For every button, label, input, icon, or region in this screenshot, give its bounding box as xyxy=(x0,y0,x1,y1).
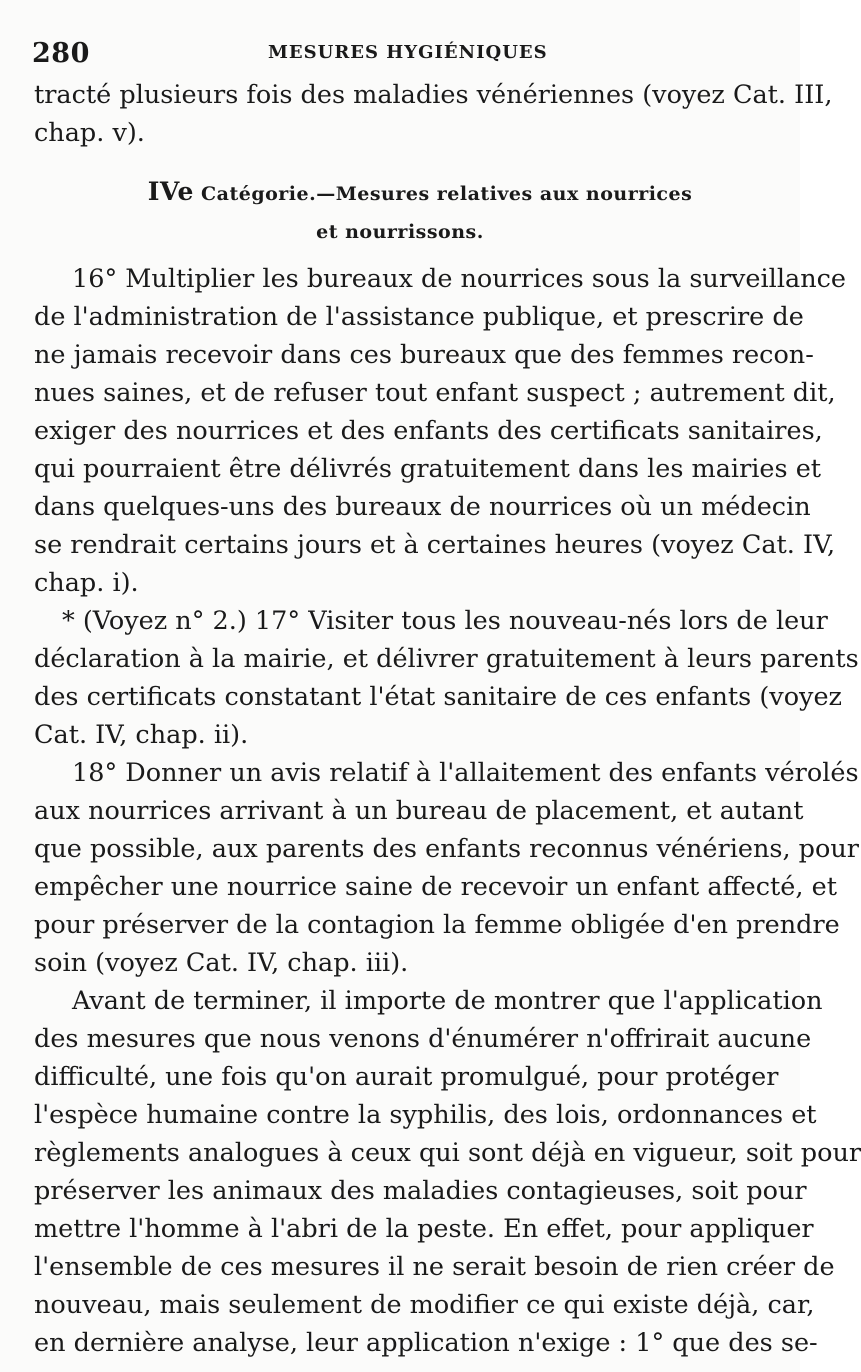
text-line: empêcher une nourrice saine de recevoir un enfant affecté, et xyxy=(34,872,837,902)
text-line: 16° Multiplier les bureaux de nourrices sous la surveillance xyxy=(72,264,846,294)
text-line: nouveau, mais seulement de modifier ce qui existe déjà, car, xyxy=(34,1290,815,1320)
text-line: aux nourrices arrivant à un bureau de placement, et autant xyxy=(34,796,804,826)
text-line: dans quelques-uns des bureaux de nourrices où un médecin xyxy=(34,492,811,522)
text-line: difficulté, une fois qu'on aurait promulgué, pour protéger xyxy=(34,1062,779,1092)
text-line: des certificats constatant l'état sanitaire de ces enfants (voyez xyxy=(34,682,842,712)
text-line: règlements analogues à ceux qui sont déjà en vigueur, soit pour xyxy=(34,1138,861,1168)
text-line: soin (voyez Cat. IV, chap. iii). xyxy=(34,948,409,978)
heading-title-line1: Mesures relatives aux nourrices xyxy=(335,183,693,205)
text-line: mettre l'homme à l'abri de la peste. En effet, pour appliquer xyxy=(34,1214,814,1244)
text-line: ne jamais recevoir dans ces bureaux que des femmes recon- xyxy=(34,340,814,370)
text-line: en dernière analyse, leur application n'exige : 1° que des se- xyxy=(34,1328,818,1358)
text-line: 18° Donner un avis relatif à l'allaitement des enfants vérolés xyxy=(72,758,859,788)
section-heading xyxy=(34,172,766,212)
running-title: MESURES HYGIÉNIQUES xyxy=(268,42,548,63)
text-line: qui pourraient être délivrés gratuitement dans les mairies et xyxy=(34,454,822,484)
section-heading-continued: et nourrissons. xyxy=(316,221,484,243)
text-line: tracté plusieurs fois des maladies vénériennes (voyez Cat. III, xyxy=(34,80,833,110)
page-number: 280 xyxy=(32,38,90,69)
text-line: exiger des nourrices et des enfants des certificats sanitaires, xyxy=(34,416,823,446)
heading-numeral: IVe xyxy=(147,177,194,206)
text-line: déclaration à la mairie, et délivrer gratuitement à leurs parents xyxy=(34,644,859,674)
text-line: * (Voyez n° 2.) 17° Visiter tous les nouveau-nés lors de leur xyxy=(62,606,828,636)
heading-label: Catégorie. xyxy=(201,183,317,205)
text-line: de l'administration de l'assistance publique, et prescrire de xyxy=(34,302,804,332)
text-line: chap. v). xyxy=(34,118,145,148)
page-header xyxy=(32,38,772,72)
text-line: pour préserver de la contagion la femme obligée d'en prendre xyxy=(34,910,840,940)
text-line: se rendrait certains jours et à certaines heures (voyez Cat. IV, xyxy=(34,530,836,560)
body-text xyxy=(34,76,861,1362)
text-line: nues saines, et de refuser tout enfant suspect ; autrement dit, xyxy=(34,378,836,408)
text-line: Avant de terminer, il importe de montrer que l'application xyxy=(72,986,823,1016)
text-line: l'espèce humaine contre la syphilis, des lois, ordonnances et xyxy=(34,1100,817,1130)
text-line: chap. i). xyxy=(34,568,139,598)
text-line: préserver les animaux des maladies contagieuses, soit pour xyxy=(34,1176,807,1206)
heading-dash: — xyxy=(316,183,336,205)
text-line: des mesures que nous venons d'énumérer n'offrirait aucune xyxy=(34,1024,812,1054)
text-line: l'ensemble de ces mesures il ne serait besoin de rien créer de xyxy=(34,1252,835,1282)
text-line: Cat. IV, chap. ii). xyxy=(34,720,249,750)
text-line: que possible, aux parents des enfants reconnus vénériens, pour xyxy=(34,834,859,864)
